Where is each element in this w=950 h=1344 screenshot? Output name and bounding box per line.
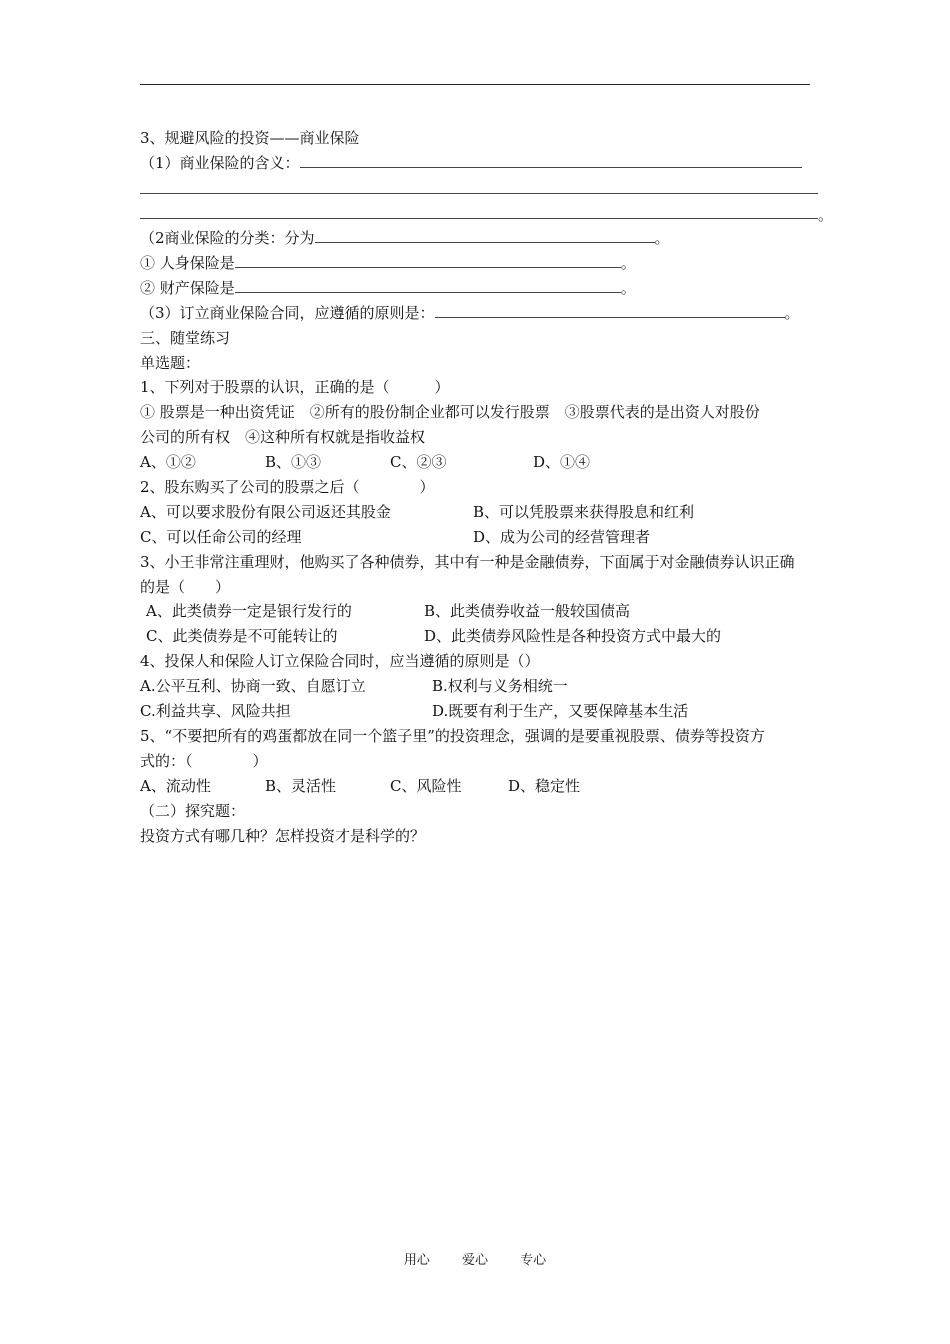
property-label: ② 财产保险是 bbox=[140, 279, 235, 297]
q3-option-a[interactable]: A、此类债券一定是银行发行的 bbox=[146, 602, 352, 620]
q1-option-b[interactable]: B、①③ bbox=[265, 453, 322, 471]
q4-option-b[interactable]: B.权利与义务相统一 bbox=[432, 677, 568, 695]
single-choice-heading: 单选题： bbox=[140, 354, 201, 372]
q3-end-mark: 。 bbox=[784, 304, 800, 322]
q3-stem-line-2: 的是（ ） bbox=[140, 578, 231, 596]
q1-blank-line-2[interactable] bbox=[140, 193, 818, 194]
property-insurance-line bbox=[140, 278, 636, 298]
q2-insurance-types bbox=[140, 228, 670, 248]
q2-end-mark: 。 bbox=[654, 229, 670, 247]
q3-stem-line-1: 3、小王非常注重理财，他购买了各种债券，其中有一种是金融债券，下面属于对金融债券认识正确 bbox=[140, 553, 795, 571]
q5-option-c[interactable]: C、风险性 bbox=[390, 777, 462, 795]
q2-option-c[interactable]: C、可以任命公司的经理 bbox=[140, 528, 302, 546]
footer-word-3: 专心 bbox=[520, 1253, 547, 1268]
footer-word-2: 爱心 bbox=[461, 1253, 488, 1268]
life-end-mark: 。 bbox=[620, 254, 636, 272]
practice-heading: 三、随堂练习 bbox=[140, 329, 231, 347]
section-title: 3、规避风险的投资——商业保险 bbox=[140, 129, 360, 147]
q2-option-a[interactable]: A、可以要求股份有限公司返还其股金 bbox=[140, 503, 391, 521]
property-end-mark: 。 bbox=[620, 279, 636, 297]
header-rule bbox=[140, 84, 810, 85]
q5-option-d[interactable]: D、稳定性 bbox=[508, 777, 581, 795]
explore-question: 投资方式有哪几种？怎样投资才是科学的？ bbox=[140, 827, 426, 845]
q3-principle-line bbox=[140, 303, 800, 323]
q5-stem-line-1: 5、“不要把所有的鸡蛋都放在同一个篮子里”的投资理念，强调的是要重视股票、债券等投资方 bbox=[140, 727, 765, 745]
explore-heading: （二）探究题： bbox=[140, 802, 246, 820]
q5-option-b[interactable]: B、灵活性 bbox=[265, 777, 337, 795]
q1-statements-line-1: ① 股票是一种出资凭证 ②所有的股份制企业都可以发行股票 ③股票代表的是出资人对股份 bbox=[140, 403, 760, 421]
q4-option-c[interactable]: C.利益共享、风险共担 bbox=[140, 702, 291, 720]
q4-option-a[interactable]: A.公平互利、协商一致、自愿订立 bbox=[140, 677, 366, 695]
q1-blank[interactable] bbox=[300, 153, 802, 168]
q1-insurance-meaning bbox=[140, 153, 802, 173]
q2-option-d[interactable]: D、成为公司的经营管理者 bbox=[473, 528, 651, 546]
q3-blank[interactable] bbox=[435, 303, 785, 318]
life-label: ① 人身保险是 bbox=[140, 254, 235, 272]
q4-stem: 4、投保人和保险人订立保险合同时，应当遵循的原则是（） bbox=[140, 652, 540, 670]
q1-stem: 1、下列对于股票的认识，正确的是（ ） bbox=[140, 378, 450, 396]
q1-blank-line-3[interactable] bbox=[140, 218, 818, 219]
q4-option-d[interactable]: D.既要有利于生产，又要保障基本生活 bbox=[432, 702, 689, 720]
life-blank[interactable] bbox=[235, 253, 621, 268]
q3-option-c[interactable]: C、此类债券是不可能转让的 bbox=[146, 627, 338, 645]
footer-word-1: 用心 bbox=[403, 1253, 430, 1268]
q1-option-d[interactable]: D、①④ bbox=[533, 453, 591, 471]
q1-option-a[interactable]: A、①② bbox=[140, 453, 196, 471]
q1-statements-line-2: 公司的所有权 ④这种所有权就是指收益权 bbox=[140, 428, 426, 446]
q1-label: （1）商业保险的含义： bbox=[140, 154, 300, 172]
q3-label: （3）订立商业保险合同，应遵循的原则是： bbox=[140, 304, 435, 322]
q1-end-mark: 。 bbox=[818, 206, 834, 224]
q3-option-b[interactable]: B、此类债券收益一般较国债高 bbox=[424, 602, 631, 620]
q1-option-c[interactable]: C、②③ bbox=[390, 453, 447, 471]
q5-stem-line-2: 式的：（ ） bbox=[140, 752, 268, 770]
page-footer bbox=[0, 1249, 950, 1268]
q2-option-b[interactable]: B、可以凭股票来获得股息和红利 bbox=[473, 503, 695, 521]
q2-label: （2商业保险的分类：分为 bbox=[140, 229, 315, 247]
q2-stem: 2、股东购买了公司的股票之后（ ） bbox=[140, 478, 435, 496]
life-insurance-line bbox=[140, 253, 636, 273]
q3-option-d[interactable]: D、此类债券风险性是各种投资方式中最大的 bbox=[424, 627, 722, 645]
q5-option-a[interactable]: A、流动性 bbox=[140, 777, 211, 795]
q2-blank[interactable] bbox=[315, 228, 655, 243]
property-blank[interactable] bbox=[235, 278, 621, 293]
